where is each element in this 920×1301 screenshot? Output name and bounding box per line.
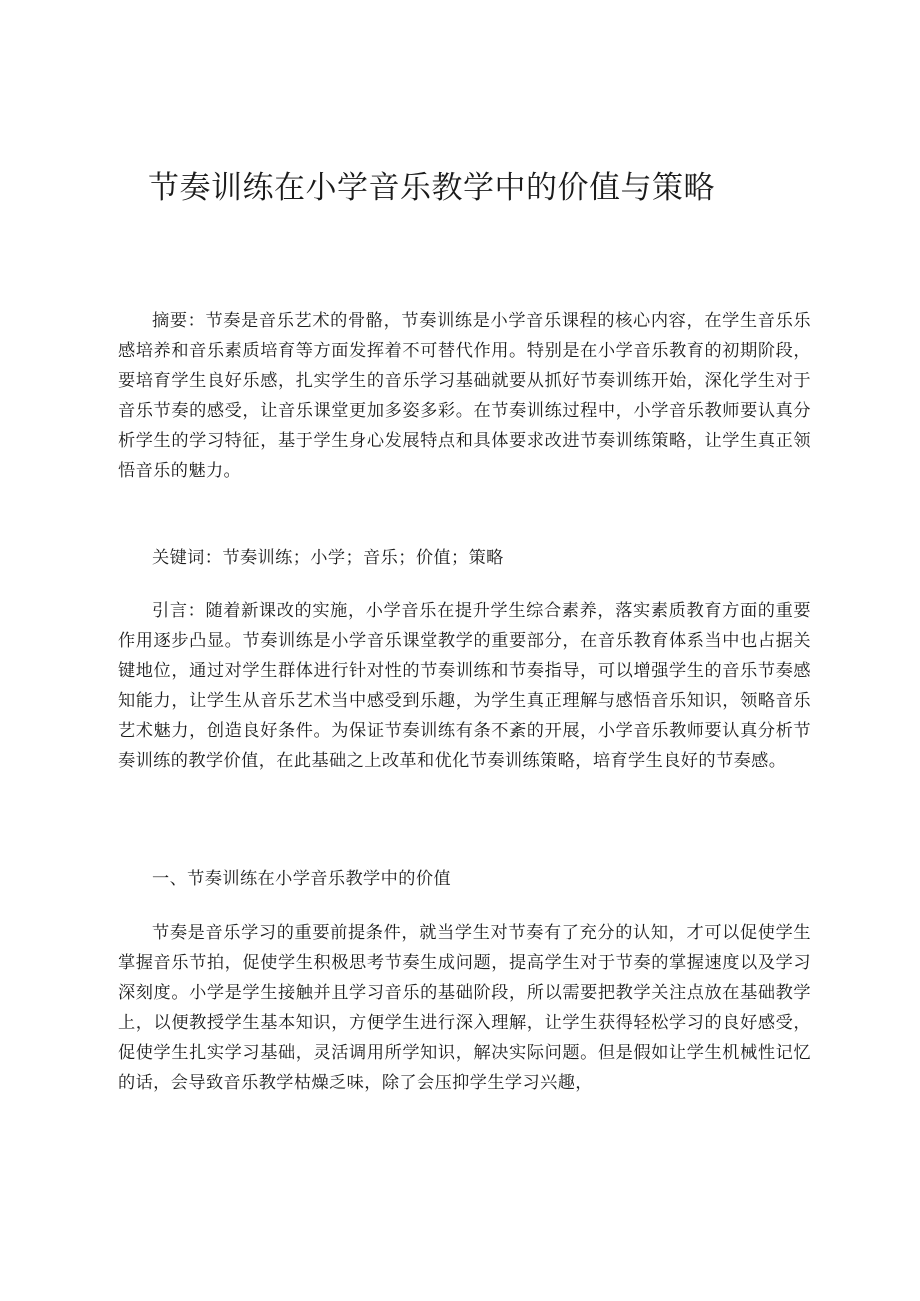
document-title: 节奏训练在小学音乐教学中的价值与策略 <box>148 170 715 206</box>
section-body-paragraph: 节奏是音乐学习的重要前提条件，就当学生对节奏有了充分的认知，才可以促使学生掌握音乐节拍，促使学生积极思考节奏生成问题，提高学生对于节奏的掌握速度以及学习深刻度。小学是学生接触并且学习音乐的基础阶段，所以需要把教学关注点放在基础教学上，以便教授学生基本知识，方便学生进行深入理解，让学生获得轻松学习的良好感受，促使学生扎实学习基础，灵活调用所学知识，解决实际问题。但是假如让学生机械性记忆的话，会导致音乐教学枯燥乏味，除了会压抑学生学习兴趣， <box>118 923 811 1093</box>
keywords-paragraph: 关键词：节奏训练；小学；音乐；价值；策略 <box>152 548 504 568</box>
abstract-paragraph: 摘要：节奏是音乐艺术的骨骼，节奏训练是小学音乐课程的核心内容，在学生音乐乐感培养和音乐素质培育等方面发挥着不可替代作用。特别是在小学音乐教育的初期阶段，要培育学生良好乐感，扎实学生的音乐学习基础就要从抓好节奏训练开始，深化学生对于音乐节奏的感受，让音乐课堂更加多姿多彩。在节奏训练过程中，小学音乐教师要认真分析学生的学习特征，基于学生身心发展特点和具体要求改进节奏训练策略，让学生真正领悟音乐的魅力。 <box>118 311 811 481</box>
section-heading: 一、节奏训练在小学音乐教学中的价值 <box>152 869 451 889</box>
introduction-paragraph: 引言：随着新课改的实施，小学音乐在提升学生综合素养，落实素质教育方面的重要作用逐步凸显。节奏训练是小学音乐课堂教学的重要部分，在音乐教育体系当中也占据关键地位，通过对学生群体进行针对性的节奏训练和节奏指导，可以增强学生的音乐节奏感知能力，让学生从音乐艺术当中感受到乐趣，为学生真正理解与感悟音乐知识，领略音乐艺术魅力，创造良好条件。为保证节奏训练有条不紊的开展，小学音乐教师要认真分析节奏训练的教学价值，在此基础之上改革和优化节奏训练策略，培育学生良好的节奏感。 <box>118 601 811 771</box>
